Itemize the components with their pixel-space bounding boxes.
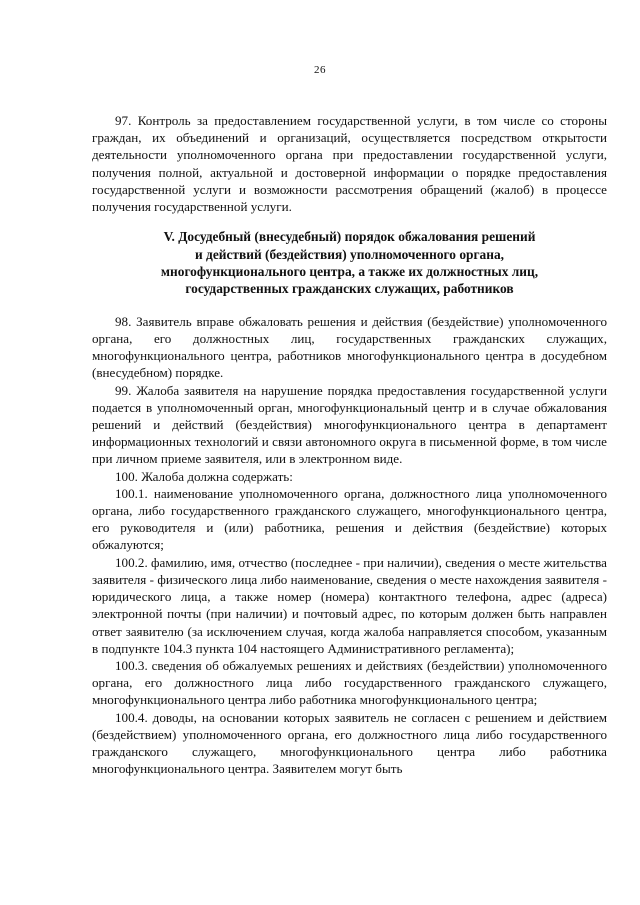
paragraph-100-1: 100.1. наименование уполномоченного органа, должностного лица уполномоченного органа, либо государственного гражданского служащего, многофункционального центра, его руководителя и (или) работника, решения и действия (бездействие) которых обжалуются; xyxy=(92,485,607,553)
paragraph-98: 98. Заявитель вправе обжаловать решения и действия (бездействие) уполномоченного органа, его должностных лиц, государственных гражданских служащих, многофункционального центра, работников многофункционального центра в досудебном (внесудебном) порядке. xyxy=(92,313,607,381)
paragraph-100-3: 100.3. сведения об обжалуемых решениях и действиях (бездействии) уполномоченного органа, его должностного лица либо государственного гражданского служащего, многофункционального центра либо работника многофункционального центра; xyxy=(92,657,607,708)
section-heading-line: государственных гражданских служащих, работников xyxy=(185,281,514,297)
document-body xyxy=(92,112,607,777)
paragraph-97: 97. Контроль за предоставлением государственной услуги, в том числе со стороны граждан, их объединений и организаций, осуществляется посредством открытости деятельности уполномоченного органа при предоставлении государственной услуги, получения полной, актуальной и достоверной информации о порядке предоставления государственной услуги и возможности рассмотрения обращений (жалоб) в процессе получения государственной услуги. xyxy=(92,113,607,215)
section-heading-line: V. Досудебный (внесудебный) порядок обжалования решений xyxy=(163,229,536,245)
section-heading-line: многофункционального центра, а также их должностных лиц, xyxy=(160,264,539,280)
section-heading-line: и действий (бездействия) уполномоченного органа, xyxy=(194,246,505,262)
paragraph-99: 99. Жалоба заявителя на нарушение порядка предоставления государственной услуги подается в уполномоченный орган, многофункциональный центр и в случае обжалования решений и действий (бездействия) многофункционального центра в департамент информационных технологий и связи автономного округа в письменной форме, в том числе при личном приеме заявителя, или в электронном виде. xyxy=(92,382,607,467)
paragraph-100: 100. Жалоба должна содержать: xyxy=(115,468,293,484)
page-number: 26 xyxy=(314,64,326,76)
paragraph-100-2: 100.2. фамилию, имя, отчество (последнее - при наличии), сведения о месте жительства заявителя - физического лица либо наименование, сведения о месте нахождения заявителя - юридического лица, а также номер (номера) контактного телефона, адрес (адреса) электронной почты (при наличии) и почтовый адрес, по которым должен быть направлен ответ заявителю (за исключением случая, когда жалоба направляется способом, указанным в подпункте 104.3 пункта 104 настоящего Административного регламента); xyxy=(92,554,607,656)
section-heading xyxy=(92,228,607,298)
paragraph-100-4: 100.4. доводы, на основании которых заявитель не согласен с решением и действием (бездействием) уполномоченного органа, его должностного лица либо государственного гражданского служащего, многофункционального центра либо работника многофункционального центра. Заявителем могут быть xyxy=(92,709,607,777)
